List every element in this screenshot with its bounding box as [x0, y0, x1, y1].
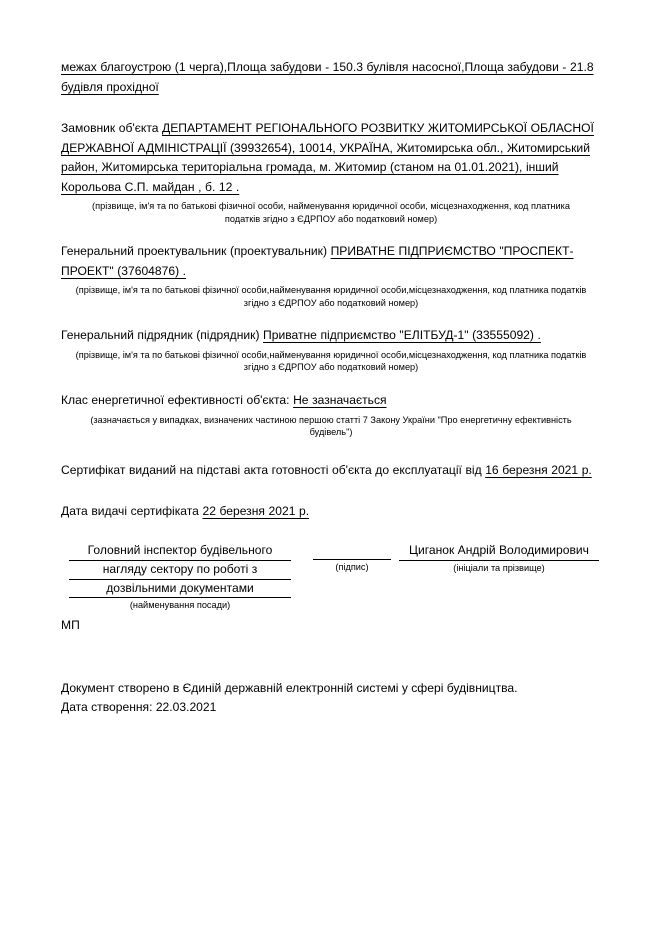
- basis-value: 16 березня 2021 р.: [485, 462, 592, 477]
- signature-line: [313, 542, 391, 560]
- stamp-mark: МП: [61, 617, 80, 632]
- footer-line-2: Дата створення: 22.03.2021: [61, 699, 217, 714]
- contractor-label: Генеральний підрядник (підрядник): [61, 328, 264, 343]
- spacer: [61, 374, 601, 391]
- intro-underlined-text: межах благоустрою (1 черга),Площа забудови - 150.3 булівля насосної,Площа забудови - 21.8 будівля прохідної: [61, 60, 594, 94]
- official-name: [399, 542, 599, 575]
- signature-caption: (підпис): [335, 561, 369, 572]
- energy-class-paragraph: [61, 391, 601, 411]
- document-content: [61, 58, 601, 716]
- official-position-caption: (найменування посади): [129, 600, 231, 611]
- contractor-value: Приватне підприємство "ЕЛІТБУД-1" (33555092) .: [263, 328, 541, 343]
- energy-class-value: Не зазначається: [293, 393, 387, 408]
- basis-paragraph: [61, 461, 601, 481]
- intro-paragraph: [61, 58, 601, 97]
- official-name-caption: (ініціали та прізвище): [453, 562, 545, 573]
- customer-label: Замовник об'єкта: [61, 121, 163, 135]
- basis-label: Сертифікат виданий на підставі акта готовності об'єкта до експлуатації від: [61, 462, 486, 477]
- customer-value: ДЕПАРТАМЕНТ РЕГІОНАЛЬНОГО РОЗВИТКУ ЖИТОМИРСЬКОЇ ОБЛАСНОЇ ДЕРЖАВНОЇ АДМІНІСТРАЦІЇ (39932654), 10014, УКРАЇНА, Житомирська обл., Житомирський район, Житомирська територіальна громада, м. Житомир (станом на 01.01.2021), інший Корольова С.П. майдан , б. 12 .: [61, 121, 594, 194]
- designer-caption: (прізвище, ім'я та по батькові фізичної особи,найменування юридичної особи,місцезнаходження, код платника податків згідно з ЄДРПОУ або податковий номер): [75, 285, 587, 308]
- designer-label: Генеральний проектувальник (проектувальник): [61, 244, 331, 259]
- spacer: [61, 225, 601, 242]
- issue-date-paragraph: [61, 502, 601, 522]
- designer-paragraph: [61, 242, 601, 281]
- footer-line-1: Документ створено в Єдиній державній електронній системі у сфері будівництва.: [61, 681, 518, 696]
- issue-date-value: 22 березня 2021 р.: [202, 504, 310, 519]
- official-name-value: Циганок Андрій Володимирович: [399, 542, 599, 561]
- official-position-line-2: нагляду сектору по роботі з: [69, 561, 291, 580]
- spacer: [61, 439, 601, 461]
- spacer: [61, 480, 601, 502]
- customer-caption: (прізвище, ім'я та по батькові фізичної особи, найменування юридичної особи, місцезнаходження, код платника податків згідно з ЄДРПОУ або податковий номер): [92, 201, 570, 224]
- energy-class-label: Клас енергетичної ефективності об'єкта:: [61, 393, 294, 408]
- signature-block: [61, 542, 601, 612]
- energy-class-caption: (зазначається у випадках, визначених частиною першою статті 7 Закону України "Про енергетичну ефективність будівель"): [90, 414, 572, 438]
- spacer: [61, 97, 601, 119]
- issue-date-label: Дата видачі сертифіката: [61, 504, 203, 519]
- designer-value: ПРИВАТНЕ ПІДПРИЄМСТВО "ПРОСПЕКТ-ПРОЕКТ" (37604876) .: [61, 244, 574, 278]
- signature-field: [313, 542, 391, 574]
- official-position-line-3: дозвільними документами: [69, 580, 291, 599]
- customer-paragraph: [61, 119, 601, 197]
- contractor-caption: (прізвище, ім'я та по батькові фізичної особи,найменування юридичної особи,місцезнаходження, код платника податків згідно з ЄДРПОУ або податковий номер): [75, 349, 587, 373]
- spacer: [61, 309, 601, 326]
- document-footer: [61, 679, 601, 716]
- official-position: [69, 542, 291, 613]
- official-position-line-1: Головний інспектор будівельного: [69, 542, 291, 561]
- contractor-paragraph: [61, 326, 601, 346]
